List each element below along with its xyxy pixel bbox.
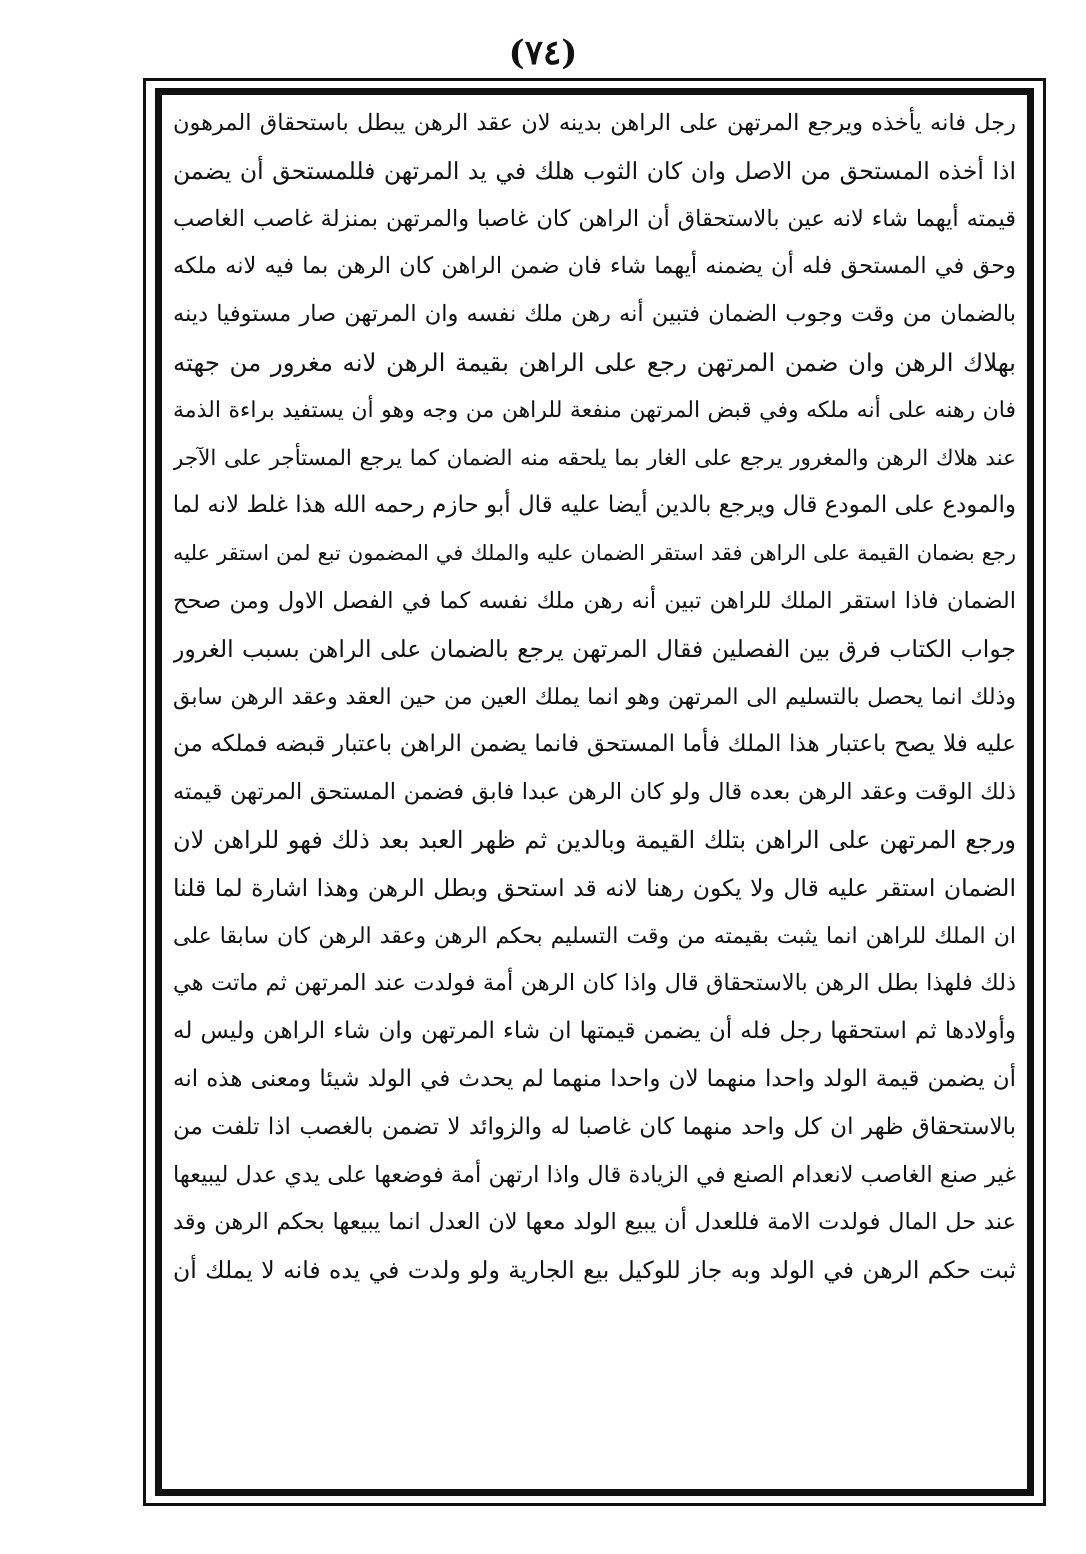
text-line-25: ثبت حكم الرهن في الولد وبه جاز للوكيل بيع الجارية ولو ولدت في يده فانه لا يملك أن (173, 1256, 1016, 1285)
text-line-13: وذلك انما يحصل بالتسليم الى المرتهن وهو انما يملك العين من حين العقد وعقد الرهن سابق (173, 684, 1016, 710)
text-line-23: غير صنع الغاصب لانعدام الصنع في الزيادة قال واذا ارتهن أمة فوضعها على يدي عدل ليبيعها (173, 1161, 1016, 1188)
text-line-20: وأولادها ثم استحقها رجل فله أن يضمن قيمتها ان شاء المرتهن وان شاء الراهن وليس له (173, 1018, 1016, 1045)
text-line-2: اذا أخذه المستحق من الاصل وان كان الثوب هلك في يد المرتهن فللمستحق أن يضمن (173, 156, 1016, 185)
text-line-8: عند هلاك الرهن والمغرور يرجع على الغار بما يلحقه منه الضمان كما يرجع المستأجر على الآجر (173, 445, 1016, 471)
text-line-4: وحق في المستحق فله أن يضمنه أيهما شاء فان ضمن الراهن كان الرهن بما فيه لانه ملكه (173, 253, 1016, 280)
text-line-21: أن يضمن قيمة الولد واحدا منهما لان واحدا منهما لم يحدث في الولد شيئا ومعنى هذه انه (173, 1065, 1016, 1092)
text-line-12: جواب الكتاب فرق بين الفصلين فقال المرتهن يرجع بالضمان على الراهن بسبب الغرور (173, 634, 1016, 663)
text-line-24: عند حل المال فولدت الامة فللعدل أن يبيع الولد معها لان العدل انما يبيعها بحكم الرهن وقد (173, 1209, 1016, 1236)
text-line-1: رجل فانه يأخذه ويرجع المرتهن على الراهن بدينه لان عقد الرهن يبطل باستحقاق المرهون (173, 110, 1016, 136)
text-line-15: ذلك الوقت وعقد الرهن بعده قال ولو كان الرهن عبدا فابق فضمن المستحق المرتهن قيمته (173, 779, 1016, 806)
text-line-3: قيمته أيهما شاء لانه عين بالاستحقاق أن الراهن كان غاصبا والمرتهن بمنزلة غاصب الغاصب (173, 205, 1016, 232)
text-line-16: ورجع المرتهن على الراهن بتلك القيمة وبالدين ثم ظهر العبد بعد ذلك فهو للراهن لان (173, 825, 1016, 854)
text-line-11: الضمان فاذا استقر الملك للراهن تبين أنه رهن ملك نفسه كما في الفصل الاول ومن صحح (173, 587, 1016, 614)
text-line-7: فان رهنه على أنه ملكه وفي قبض المرتهن منفعة للراهن من وجه وهو أن يستفيد براءة الذمة (173, 397, 1016, 423)
text-line-5: بالضمان من وقت وجوب الضمان فتبين أنه رهن ملك نفسه وان المرتهن صار مستوفيا دينه (173, 301, 1016, 328)
text-line-9: والمودع على المودع قال ويرجع بالدين أيضا عليه قال أبو حازم رحمه الله هذا غلط لانه لما (173, 492, 1016, 519)
page-number: (٧٤) (508, 33, 578, 73)
text-line-18: ان الملك للراهن انما يثبت بقيمته من وقت التسليم بحكم الرهن وعقد الرهن كان سابقا على (173, 923, 1016, 949)
text-line-19: ذلك فلهذا بطل الرهن بالاستحقاق قال واذا كان الرهن أمة فولدت عند المرتهن ثم ماتت هي (173, 970, 1016, 997)
text-line-17: الضمان استقر عليه قال ولا يكون رهنا لانه قد استحق وبطل الرهن وهذا اشارة لما قلنا (173, 873, 1016, 902)
text-line-14: عليه فلا يصح باعتبار هذا الملك فأما المستحق فانما يضمن الراهن باعتبار قبضه فملكه من (173, 731, 1016, 758)
body-text (163, 96, 1026, 1488)
text-line-6: بهلاك الرهن وان ضمن المرتهن رجع على الراهن بقيمة الرهن لانه مغرور من جهته (173, 347, 1016, 377)
text-line-10: رجع بضمان القيمة على الراهن فقد استقر الضمان عليه والملك في المضمون تبع لمن استقر عليه (173, 541, 1016, 566)
text-line-22: بالاستحقاق ظهر ان كل واحد منهما كان غاصبا له والزوائد لا تضمن بالغصب اذا تلفت من (173, 1113, 1016, 1140)
